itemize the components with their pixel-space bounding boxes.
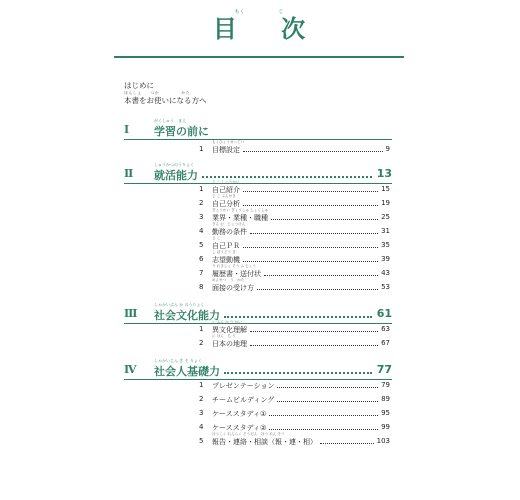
item-leader-dots (250, 345, 378, 346)
item-page-number: 31 (381, 227, 390, 235)
item-number: 6 (199, 255, 204, 263)
item-page-number: 79 (381, 381, 390, 389)
item-page-number: 19 (381, 199, 390, 207)
item-ruby: し ぼうどう き (212, 250, 236, 254)
item-leader-dots (243, 191, 378, 192)
section-ruby: しゃかいぶん か のうりょく (154, 302, 205, 307)
item-ruby: ほうこく れんらく そうだん ほう れん そう (212, 432, 285, 436)
item-label: ケーススタディ② (212, 424, 267, 432)
toc-item[interactable] (199, 409, 390, 419)
item-leader-dots (277, 401, 378, 402)
item-page-number: 63 (381, 325, 390, 333)
section-title: 学習の前に (154, 125, 209, 138)
item-number: 2 (199, 339, 204, 347)
section-page-number: 61 (376, 307, 392, 320)
intro-preface-label: はじめに (124, 81, 154, 90)
item-number: 3 (199, 409, 204, 417)
item-leader-dots (243, 261, 378, 262)
section-number: Ⅱ (124, 167, 134, 180)
item-label: 業界・業種・職種 (212, 214, 268, 222)
item-page-number: 15 (381, 185, 390, 193)
section-page-number: 13 (376, 167, 392, 180)
item-ruby: に ほん ち り (212, 334, 236, 338)
item-page-number: 35 (381, 241, 390, 249)
item-page-number: 95 (381, 409, 390, 417)
item-number: 7 (199, 269, 204, 277)
page-title: 目 次 (212, 14, 324, 43)
item-page-number: 53 (381, 283, 390, 291)
item-ruby: めんせつ う かた (212, 278, 245, 282)
section-leader-dots (224, 372, 372, 374)
section-ruby: しゃかいじん き そ りょく (154, 358, 202, 363)
item-leader-dots (264, 275, 378, 276)
item-page-number: 43 (381, 269, 390, 277)
item-label: 日本の地理 (212, 340, 247, 348)
item-ruby: もくひょうせってい (212, 140, 245, 144)
item-label: 勤務の条件 (212, 228, 247, 236)
item-number: 5 (199, 437, 204, 445)
section-leader-dots (202, 176, 372, 178)
toc-item[interactable] (199, 140, 390, 155)
item-number: 1 (199, 381, 204, 389)
item-number: 1 (199, 185, 204, 193)
toc-item[interactable] (199, 334, 390, 349)
section-rule (124, 139, 392, 140)
item-label: 面接の受け方 (212, 284, 254, 292)
title-ruby-2: じ (278, 9, 284, 15)
item-page-number: 39 (381, 255, 390, 263)
item-ruby: り れきしょ そう ふ じょう (212, 264, 257, 268)
item-leader-dots (243, 151, 383, 152)
item-leader-dots (271, 219, 378, 220)
section-rule (124, 323, 392, 324)
item-number: 5 (199, 241, 204, 249)
intro-howto-ruby: ほんしょ つか かた (124, 90, 190, 95)
title-rule (114, 56, 404, 58)
item-number: 1 (199, 325, 204, 333)
section-rule (124, 379, 392, 380)
item-leader-dots (269, 415, 378, 416)
item-ruby: じ こ ぶんせき (212, 194, 236, 198)
toc-item[interactable] (199, 395, 390, 405)
toc-item[interactable] (199, 381, 390, 391)
item-ruby: きん む じょうけん (212, 222, 246, 226)
item-page-number: 89 (381, 395, 390, 403)
item-label: 目標設定 (212, 146, 240, 154)
item-number: 4 (199, 227, 204, 235)
item-leader-dots (320, 443, 374, 444)
item-number: 1 (199, 145, 204, 153)
item-label: チームビルディング (212, 396, 275, 404)
section-page-number: 77 (376, 363, 392, 376)
item-label: ケーススタディ① (212, 410, 267, 418)
section-title: 社会人基礎力 (154, 365, 220, 378)
item-ruby: ぎょうかい ぎょうしゅ しょくしゅ (212, 208, 269, 212)
item-label: 異文化理解 (212, 326, 247, 334)
item-label: 自己分析 (212, 200, 240, 208)
item-page-number: 67 (381, 339, 390, 347)
item-page-number: 9 (385, 145, 390, 153)
item-leader-dots (250, 331, 378, 332)
item-number: 4 (199, 423, 204, 431)
item-leader-dots (269, 429, 378, 430)
section-ruby: がくしゅう まえ (154, 118, 186, 123)
toc-item[interactable] (199, 278, 390, 293)
item-number: 8 (199, 283, 204, 291)
section-title: 社会文化能力 (154, 309, 220, 322)
item-number: 2 (199, 395, 204, 403)
item-leader-dots (257, 289, 378, 290)
intro-howto[interactable] (124, 90, 207, 106)
item-leader-dots (250, 233, 378, 234)
title-ruby-1: もく (234, 9, 245, 15)
section-ruby: しゅうかつのうりょく (154, 162, 194, 167)
title-block (114, 8, 404, 43)
item-leader-dots (277, 387, 378, 388)
item-ruby: じ こ しょうかい (212, 180, 240, 184)
item-number: 2 (199, 199, 204, 207)
intro-howto-label: 本書をお使いになる方へ (124, 96, 207, 105)
item-leader-dots (243, 205, 378, 206)
toc-item[interactable] (199, 222, 390, 237)
section-number: Ⅲ (124, 307, 138, 320)
toc-item[interactable] (199, 432, 390, 447)
item-page-number: 25 (381, 213, 390, 221)
item-label: 自己紹介 (212, 186, 240, 194)
item-ruby: い ぶん か り かい (212, 320, 242, 324)
item-page-number: 99 (381, 423, 390, 431)
item-ruby: じ こ (212, 236, 221, 240)
item-page-number: 103 (376, 437, 390, 445)
item-label: 報告・連絡・相談（報・連・相） (212, 438, 317, 446)
item-number: 3 (199, 213, 204, 221)
item-label: 自己ＰＲ (212, 242, 240, 250)
item-label: 履歴書・送付状 (212, 270, 261, 278)
section-leader-dots (224, 316, 372, 318)
item-label: 志望動機 (212, 256, 240, 264)
item-leader-dots (243, 247, 378, 248)
section-rule (124, 183, 392, 184)
section-number: Ⅳ (124, 363, 137, 376)
item-label: プレゼンテーション (212, 382, 275, 390)
section-number: Ⅰ (124, 123, 130, 136)
section-title: 就活能力 (154, 169, 198, 182)
